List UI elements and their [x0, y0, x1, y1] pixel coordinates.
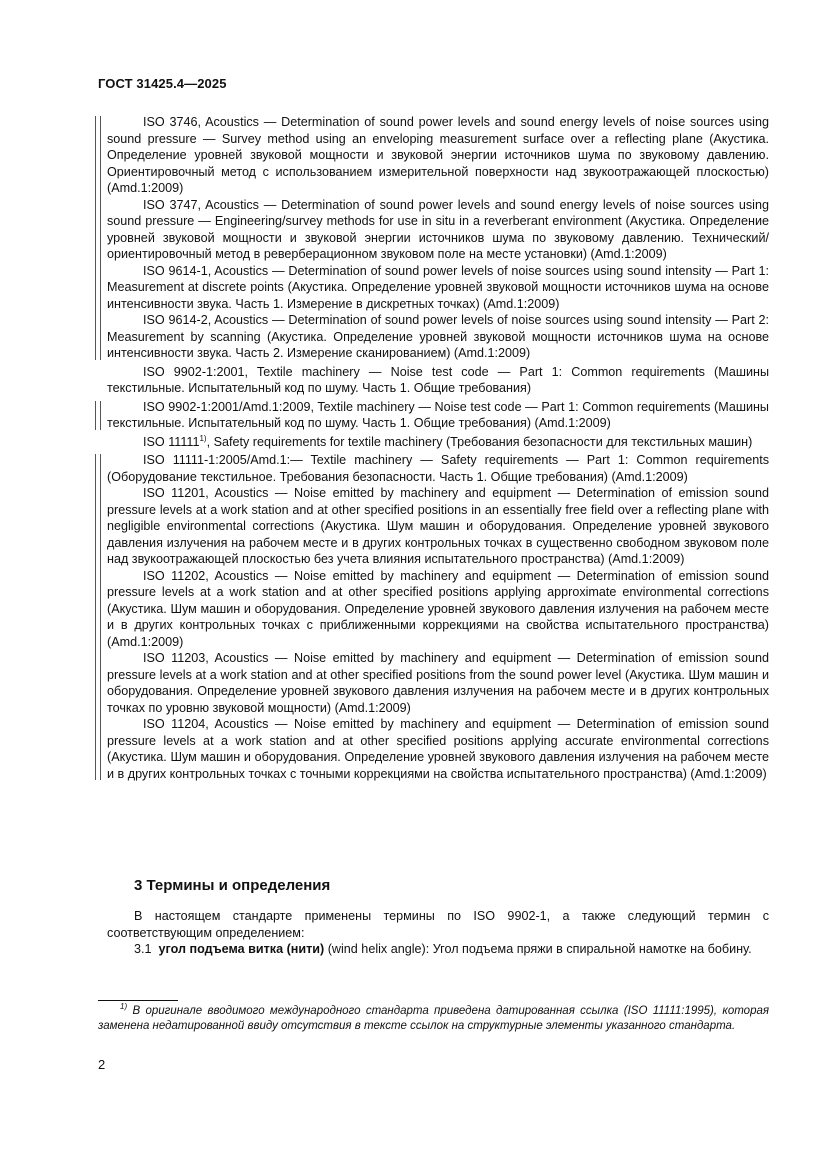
- footnote-separator: [98, 1000, 178, 1001]
- amended-ref-block: [107, 114, 769, 362]
- ref-iso-3746: ISO 3746, Acoustics — Determination of sound power levels and sound energy levels of noise sources using sound pressure — Survey method using an enveloping measurement surface over a reflecting plane (Акустика. Определение уровней звуковой мощности и звуковой энергии источников шума по звуковому давлению. Ориентировочный метод с использованием измерительной поверхности над звукоотражающей плоскостью) (Amd.1:2009): [107, 115, 769, 195]
- ref-iso-11111-1-amd: ISO 11111-1:2005/Amd.1:— Textile machinery — Safety requirements — Part 1: Common requirements (Оборудование текстильное. Требования безопасности. Часть 1. Общие требования) (Amd.1:2009): [107, 453, 769, 484]
- ref-iso-9902-1-amd: ISO 9902-1:2001/Amd.1:2009, Textile machinery — Noise test code — Part 1: Common requirements (Машины текстильные. Испытательный код по шуму. Часть 1. Общие требования) (Amd.1:2009): [107, 399, 769, 430]
- term-number: 3.1: [134, 942, 152, 956]
- ref-iso-11202: ISO 11202, Acoustics — Noise emitted by machinery and equipment — Determination of emission sound pressure levels at a work station and at other specified positions applying approximate environmental corrections (Акустика. Шум машин и оборудования. Определение уровней звукового давления излучения на рабочем месте и в других контрольных точках с приближенными коррекциями на свойства испытательного пространства) (Amd.1:2009): [107, 568, 769, 649]
- amended-ref-block: [107, 399, 769, 432]
- footnote: [98, 1004, 769, 1034]
- ref-iso-11201: ISO 11201, Acoustics — Noise emitted by machinery and equipment — Determination of emission sound pressure levels at a work station and at other specified positions in an essentially free field over a reflecting plane with negligible environmental corrections (Акустика. Шум машин и оборудования. Определение уровней звукового давления излучения на рабочем месте и в других контрольных точках в существенно свободном звуковом поле над звукоотражающей плоскостью без учета влияния испытательного пространства) (Amd.1:2009): [107, 486, 769, 566]
- change-bar: [95, 454, 101, 780]
- change-bar: [95, 401, 101, 430]
- ref-iso-11111-text: , Safety requirements for textile machinery (Требования безопасности для текстильных машин): [206, 434, 753, 449]
- footnote-number: 1): [120, 1002, 128, 1011]
- footnote-marker: 1): [199, 433, 207, 443]
- page-number: 2: [98, 1057, 106, 1072]
- normative-references: [107, 114, 769, 782]
- ref-iso-11111: [107, 434, 769, 451]
- term-name: угол подъема витка (нити): [158, 942, 325, 956]
- term-definition-text: (wind helix angle): Угол подъема пряжи в спиральной намотке на бобину.: [324, 942, 752, 956]
- change-bar: [95, 116, 101, 360]
- amended-ref-block: [107, 452, 769, 782]
- ref-iso-3747: ISO 3747, Acoustics — Determination of sound power levels and sound energy levels of noise sources using sound pressure — Engineering/survey methods for use in situ in a reverberant environment (Акустика. Определение уровней звуковой мощности и звуковой энергии источников шума по звуковому давлению. Технический/ориентировочный метод в реверберационном звуковом поле на месте установки) (Amd.1:2009): [107, 197, 769, 261]
- ref-block-plain-2: [107, 434, 769, 451]
- ref-iso-11111-prefix: ISO 11111: [143, 434, 200, 449]
- document-header: ГОСТ 31425.4—2025: [98, 76, 227, 91]
- ref-block-plain-1: [107, 364, 769, 397]
- ref-iso-9902-1: ISO 9902-1:2001, Textile machinery — Noise test code — Part 1: Common requirements (Машины текстильные. Испытательный код по шуму. Часть 1. Общие требования): [107, 364, 769, 395]
- ref-iso-9614-2: ISO 9614-2, Acoustics — Determination of sound power levels of noise sources using sound intensity — Part 2: Measurement by scanning (Акустика. Определение уровней звуковой мощности источников шума на основе интенсивности звука. Часть 2. Измерение сканированием) (Amd.1:2009): [107, 313, 769, 360]
- ref-iso-9614-1: ISO 9614-1, Acoustics — Determination of sound power levels of noise sources using sound intensity — Part 1: Measurement at discrete points (Акустика. Определение уровней звуковой мощности источников шума на основе интенсивности звука. Часть 1. Измерение в дискретных точках) (Amd.1:2009): [107, 263, 769, 311]
- section-intro: В настоящем стандарте применены термины по ISO 9902-1, а также следующий термин с соответствующим определением:: [107, 909, 769, 940]
- ref-iso-11203: ISO 11203, Acoustics — Noise emitted by machinery and equipment — Determination of emission sound pressure levels at a work station and at other specified positions from the sound power level (Акустика. Шум машин и оборудования. Определение уровней звукового давления излучения на рабочем месте и в других контрольных точках по уровню звуковой мощности) (Amd.1:2009): [107, 651, 769, 715]
- section-body: [107, 908, 769, 958]
- term-definition: [107, 941, 769, 958]
- ref-iso-11204: ISO 11204, Acoustics — Noise emitted by machinery and equipment — Determination of emission sound pressure levels at a work station and at other specified positions applying accurate environmental corrections (Акустика. Шум машин и оборудования. Определение уровней звукового давления излучения на рабочем месте и в других контрольных точках с точными коррекциями на свойства испытательного пространства) (Amd.1:2009): [107, 717, 769, 781]
- footnote-text: В оригинале вводимого международного стандарта приведена датированная ссылка (ISO 11111:1995), которая заменена недатированной ввиду отсутствия в тексте ссылок на структурные элементы указанного стандарта.: [98, 1005, 769, 1032]
- section-title: 3 Термины и определения: [134, 877, 331, 894]
